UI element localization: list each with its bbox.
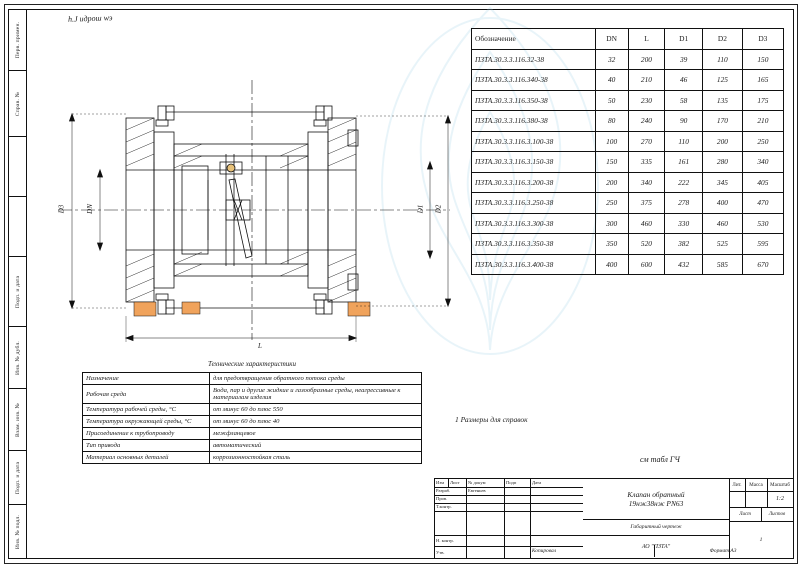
product-name-line1: Клапан обратный [627, 489, 685, 499]
dimension-cell: 110 [703, 49, 743, 70]
designation-cell: ПЗТА.30.3.3.116.350-38 [472, 90, 596, 111]
parameter-value: для предотвращения обратного потока среды [210, 373, 422, 385]
designation-cell: ПЗТА.30.3.3.116.3.150-38 [472, 152, 596, 173]
role-label: Утв. [435, 546, 467, 558]
format-label: Формат A3 [709, 548, 737, 554]
dimension-cell: 400 [703, 193, 743, 214]
designation-cell: ПЗТА.30.3.3.116.3.100-38 [472, 131, 596, 152]
dimension-cell: 200 [703, 131, 743, 152]
document-kind-cell: Габаритный чертеж [583, 519, 730, 536]
parameter-name: Тип привода [83, 440, 210, 452]
dimension-cell: 330 [665, 213, 703, 234]
column-header: Дата [532, 480, 542, 486]
column-header: Обозначение [472, 29, 596, 50]
dimension-cell: 135 [703, 90, 743, 111]
table-row [472, 111, 784, 132]
dimension-cell: 161 [665, 152, 703, 173]
left-stamp-column [8, 9, 27, 559]
left-stamp-cell [9, 10, 27, 70]
left-stamp-cell [9, 504, 27, 559]
dimension-cell: 278 [665, 193, 703, 214]
dimension-cell: 240 [628, 111, 664, 132]
dimension-cell: 150 [742, 49, 783, 70]
column-header: D2 [703, 29, 743, 50]
lit-values-row [729, 491, 793, 508]
person-name [467, 495, 505, 503]
organization-cell: АО "ПЗТА" [583, 535, 730, 558]
designation-cell: ПЗТА.30.3.3.116.3.300-38 [472, 213, 596, 234]
dimension-cell: 58 [665, 90, 703, 111]
table-row [472, 90, 784, 111]
dimension-cell: 300 [595, 213, 628, 234]
person-name [467, 511, 505, 535]
dimension-cell: 100 [595, 131, 628, 152]
designation-cell: ПЗТА.30.3.3.116.32-38 [472, 49, 596, 70]
dimension-cell: 460 [703, 213, 743, 234]
mass-value [745, 491, 768, 507]
column-header: Лист [729, 507, 762, 521]
signature-cell [505, 511, 531, 535]
table-row [83, 452, 422, 464]
dimension-label-DN: DN [85, 204, 94, 214]
signature-cell [505, 495, 531, 503]
dimension-cell: 210 [742, 111, 783, 132]
lit-value [729, 491, 746, 507]
dimension-cell: 530 [742, 213, 783, 234]
technical-characteristics-table [82, 372, 422, 464]
title-block-row [435, 511, 583, 536]
sheet-header-row [729, 507, 793, 522]
column-header: Масштаб [770, 482, 790, 488]
dimension-cell: 165 [742, 70, 783, 91]
dimension-cell: 270 [628, 131, 664, 152]
parameter-name: Температура окружающей среды, °С [83, 416, 210, 428]
parameter-value: коррозионностойкая сталь [210, 452, 422, 464]
dimension-cell: 222 [665, 172, 703, 193]
table-row [472, 70, 784, 91]
table-row [472, 234, 784, 255]
left-stamp-cell [9, 450, 27, 505]
date-cell [531, 487, 583, 495]
sheet-count-value: 1 [759, 536, 763, 543]
dimension-cell: 460 [628, 213, 664, 234]
dimensions-spec-table [471, 28, 784, 275]
tech-table-title: Технические характеристики [207, 360, 297, 368]
scale-value: 1:2 [776, 496, 784, 502]
dimension-cell: 520 [628, 234, 664, 255]
left-stamp-cell [9, 326, 27, 389]
left-stamp-cell [9, 70, 27, 137]
dimension-cell: 200 [595, 172, 628, 193]
dimension-cell: 670 [742, 254, 783, 275]
column-header: DN [595, 29, 628, 50]
dimension-cell: 405 [742, 172, 783, 193]
person-name [467, 503, 505, 511]
product-name-line2: 19нж38нж PN63 [628, 499, 684, 508]
dimension-cell: 32 [595, 49, 628, 70]
designation-cell: ПЗТА.30.3.3.116.3.200-38 [472, 172, 596, 193]
parameter-value: автоматический [210, 440, 422, 452]
dimension-cell: 400 [595, 254, 628, 275]
dimension-label-D3: D3 [57, 204, 66, 214]
column-header: № докум [467, 479, 505, 487]
designation-cell: ПЗТА.30.3.3.116.380-38 [472, 111, 596, 132]
dimension-reference-note: 1 Размеры для справок [455, 415, 528, 424]
dimension-cell: 335 [628, 152, 664, 173]
table-row [472, 172, 784, 193]
dimension-cell: 432 [665, 254, 703, 275]
role-label: Н. контр. [435, 535, 467, 547]
table-row [472, 152, 784, 173]
column-header: Масса [745, 479, 768, 491]
column-header: L [628, 29, 664, 50]
left-stamp-label: Инв. № подл. [15, 514, 21, 550]
dimension-cell: 80 [595, 111, 628, 132]
designation-cell: ПЗТА.30.3.3.116.340-38 [472, 70, 596, 91]
left-stamp-cell [9, 388, 27, 451]
left-stamp-label: Перв. примен. [15, 21, 21, 59]
parameter-value: межфланцевое [210, 428, 422, 440]
valve-assembly-drawing [30, 20, 470, 360]
date-cell [531, 511, 583, 535]
dimension-cell: 230 [628, 90, 664, 111]
table-row [472, 193, 784, 214]
left-stamp-label: Взам. инв. № [15, 403, 21, 437]
column-header: Изм [435, 479, 449, 487]
table-row [472, 254, 784, 275]
dimension-cell: 175 [742, 90, 783, 111]
dimension-cell: 595 [742, 234, 783, 255]
dimension-cell: 46 [665, 70, 703, 91]
parameter-value: от минус 60 до плюс 550 [210, 404, 422, 416]
dimension-cell: 525 [703, 234, 743, 255]
dimension-cell: 340 [742, 152, 783, 173]
dimension-cell: 200 [628, 49, 664, 70]
left-stamp-cell [9, 256, 27, 327]
dimension-cell: 39 [665, 49, 703, 70]
table-row [472, 213, 784, 234]
table-row [83, 385, 422, 404]
parameter-name: Рабочая среда [83, 385, 210, 404]
dimension-cell: 40 [595, 70, 628, 91]
dimension-cell: 280 [703, 152, 743, 173]
dimension-cell: 90 [665, 111, 703, 132]
dimension-cell: 110 [665, 131, 703, 152]
dimension-cell: 375 [628, 193, 664, 214]
dimension-cell: 250 [742, 131, 783, 152]
dimension-label-D2: D2 [434, 204, 443, 214]
parameter-value: Вода, пар и другие жидкие и газообразные среды, неагрессивные к материалам изделия [210, 385, 422, 404]
designation-cell: ПЗТА.30.3.3.116.3.350-38 [472, 234, 596, 255]
role-label: Пров. [435, 495, 467, 503]
dimension-cell: 210 [628, 70, 664, 91]
dimension-cell: 150 [595, 152, 628, 173]
column-header: D3 [742, 29, 783, 50]
dimension-cell: 600 [628, 254, 664, 275]
table-row [83, 404, 422, 416]
date-cell [531, 495, 583, 503]
left-stamp-label: Инв. № дубл. [15, 340, 21, 376]
dimension-cell: 125 [703, 70, 743, 91]
dimension-cell: 470 [742, 193, 783, 214]
column-header: Лит. [729, 479, 746, 491]
dimension-cell: 585 [703, 254, 743, 275]
column-header: Листов [768, 511, 786, 517]
role-label: Разраб. [435, 487, 467, 495]
left-stamp-label: Подп. и дата [15, 461, 21, 495]
see-table-note: см табл ГЧ [640, 455, 680, 464]
column-header: Подп [505, 479, 531, 487]
left-stamp-cell [9, 196, 27, 257]
dimension-label-L: L [258, 342, 262, 350]
dimension-cell: 350 [595, 234, 628, 255]
copied-label: Копировал [434, 545, 655, 557]
copy-format-row [434, 545, 792, 557]
dimension-label-D1: D1 [416, 204, 425, 214]
left-stamp-label: Подп. и дата [15, 275, 21, 309]
role-label [435, 511, 467, 535]
parameter-name: Материал основных деталей [83, 452, 210, 464]
dimension-cell: 170 [703, 111, 743, 132]
table-row [83, 416, 422, 428]
role-label: Т.контр. [435, 503, 467, 511]
person-name: Евгеньев [467, 487, 505, 495]
dimension-cell: 382 [665, 234, 703, 255]
date-cell [531, 503, 583, 511]
designation-cell: ПЗТА.30.3.3.116.3.250-38 [472, 193, 596, 214]
parameter-name: Назначение [83, 373, 210, 385]
dimension-cell: 250 [595, 193, 628, 214]
designation-cell: ПЗТА.30.3.3.116.3.400-38 [472, 254, 596, 275]
table-row [472, 131, 784, 152]
table-row [83, 428, 422, 440]
dimension-cell: 345 [703, 172, 743, 193]
dimension-cell: 50 [595, 90, 628, 111]
column-header: Лист [449, 479, 467, 487]
signature-cell [505, 503, 531, 511]
table-header-row [472, 29, 784, 50]
signature-cell [505, 487, 531, 495]
dimension-cell: 340 [628, 172, 664, 193]
table-row [83, 373, 422, 385]
left-stamp-cell [9, 136, 27, 197]
parameter-value: от минус 60 до плюс 40 [210, 416, 422, 428]
left-stamp-label: Справ. № [15, 91, 21, 117]
parameter-name: Температура рабочей среды, °С [83, 404, 210, 416]
table-row [472, 49, 784, 70]
handwritten-note: h.J идрош wэ [67, 13, 113, 24]
product-name-cell [583, 479, 730, 520]
table-row [83, 440, 422, 452]
parameter-name: Присоединение к трубопроводу [83, 428, 210, 440]
column-header: D1 [665, 29, 703, 50]
